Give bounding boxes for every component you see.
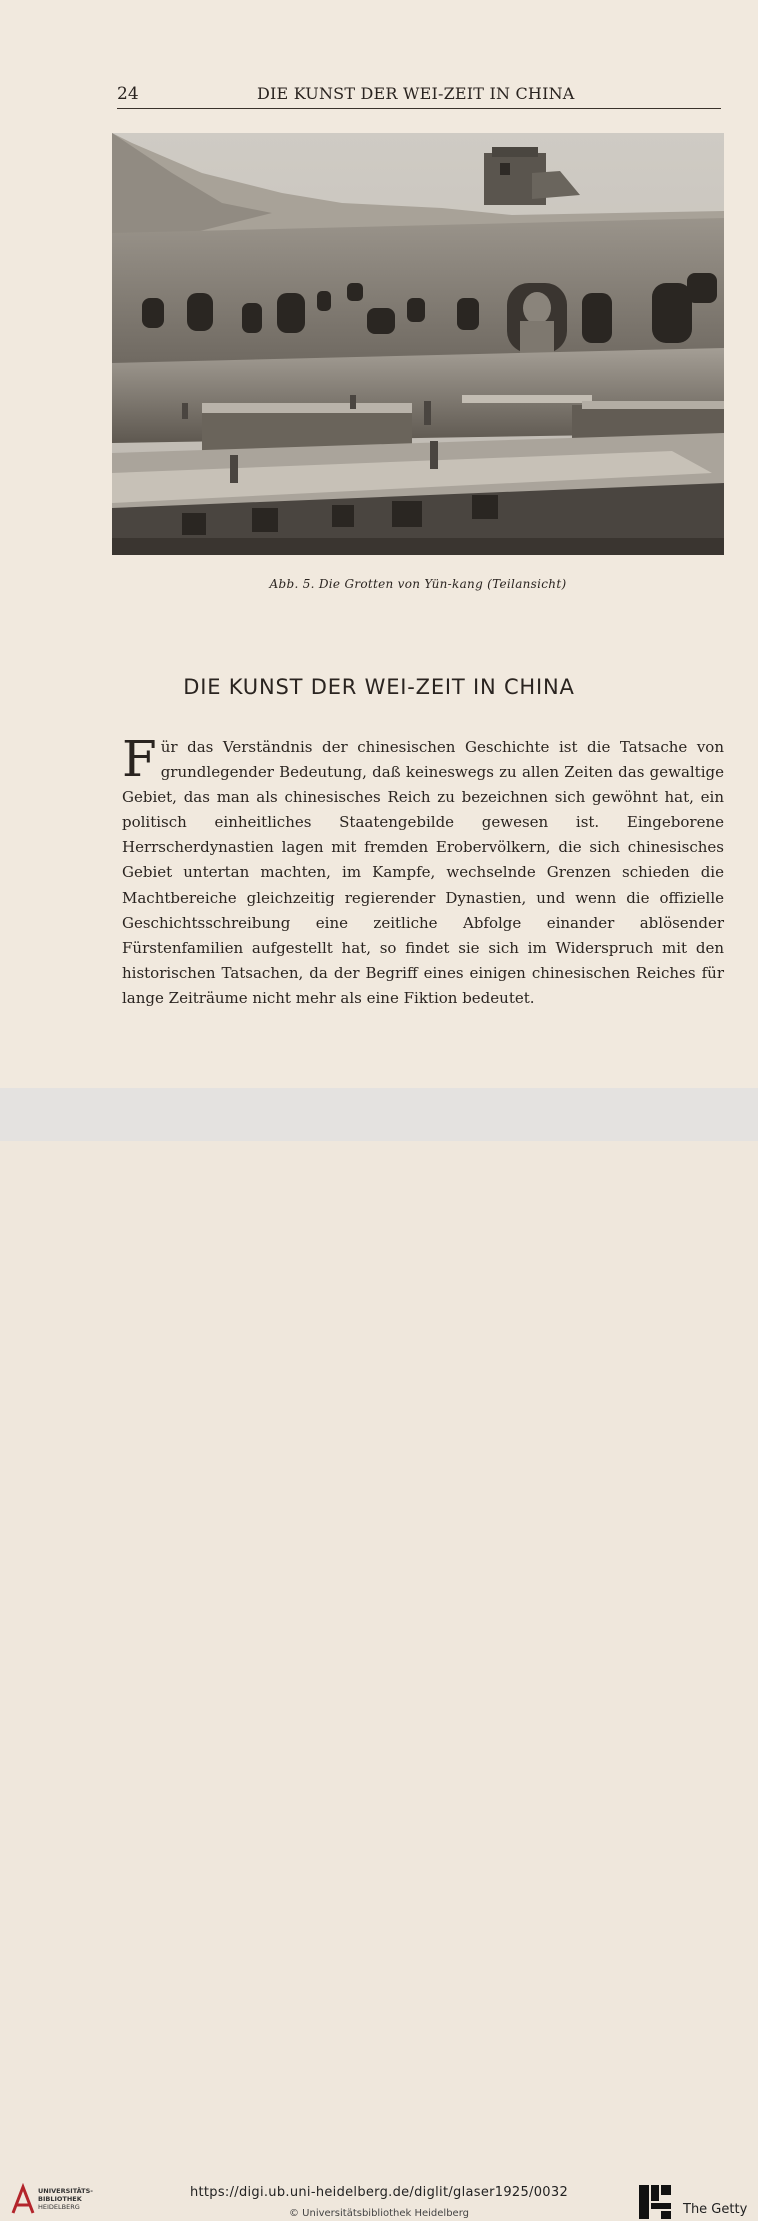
permalink-url[interactable]: https://digi.ub.uni-heidelberg.de/diglit/glaser1925/0032 — [189, 2185, 569, 2200]
body-paragraph — [122, 730, 724, 1011]
photo-yunkang-grottoes — [112, 133, 724, 555]
library-line-2: BIBLIOTHEK — [38, 2195, 82, 2203]
page-number: 24 — [117, 84, 139, 104]
library-line-1: UNIVERSITÄTS- — [38, 2187, 93, 2195]
copyright-notice: © Universitätsbibliothek Heidelberg — [288, 2208, 469, 2219]
figure-caption: Abb. 5. Die Grotten von Yün-kang (Teilansicht) — [269, 577, 567, 591]
running-title: DIE KUNST DER WEI-ZEIT IN CHINA — [257, 84, 575, 103]
getty-logo-icon[interactable] — [638, 2183, 672, 2221]
running-header — [117, 84, 721, 109]
library-line-3: HEIDELBERG — [38, 2203, 80, 2211]
section-heading: DIE KUNST DER WEI-ZEIT IN CHINA — [183, 675, 575, 699]
scanned-page — [0, 0, 758, 1088]
viewer-footer — [0, 1088, 758, 2219]
drop-cap: F — [122, 730, 157, 788]
paragraph-text: ür das Verständnis der chinesischen Geschichte ist die Tatsache von grundlegender Bedeutung, daß keineswegs zu allen Zeiten das gewaltige Gebiet, das man als chinesisches Reich zu bezeichnen sich gewöhnt hat, ein politisch einheitliches Staatengebilde gewesen ist. Eingeborene Herrscherdynastien lagen mit fremden Erobervölkern, die sich chinesisches Gebiet untertan machten, im Kampfe, wechselnde Grenzen schieden die Machtbereiche gleichzeitig regierender Dynastien, und wenn die offizielle Geschichtsschreibung eine zeitliche Abfolge einander ablösender Fürstenfamilien aufgestellt hat, so findet sie sich im Widerspruch mit den historischen Tatsachen, da der Begriff eines einigen chinesischen Reiches für lange Zeiträume nicht mehr als eine Fiktion bedeutet. — [122, 738, 724, 1007]
getty-label: The Getty — [683, 2202, 748, 2217]
